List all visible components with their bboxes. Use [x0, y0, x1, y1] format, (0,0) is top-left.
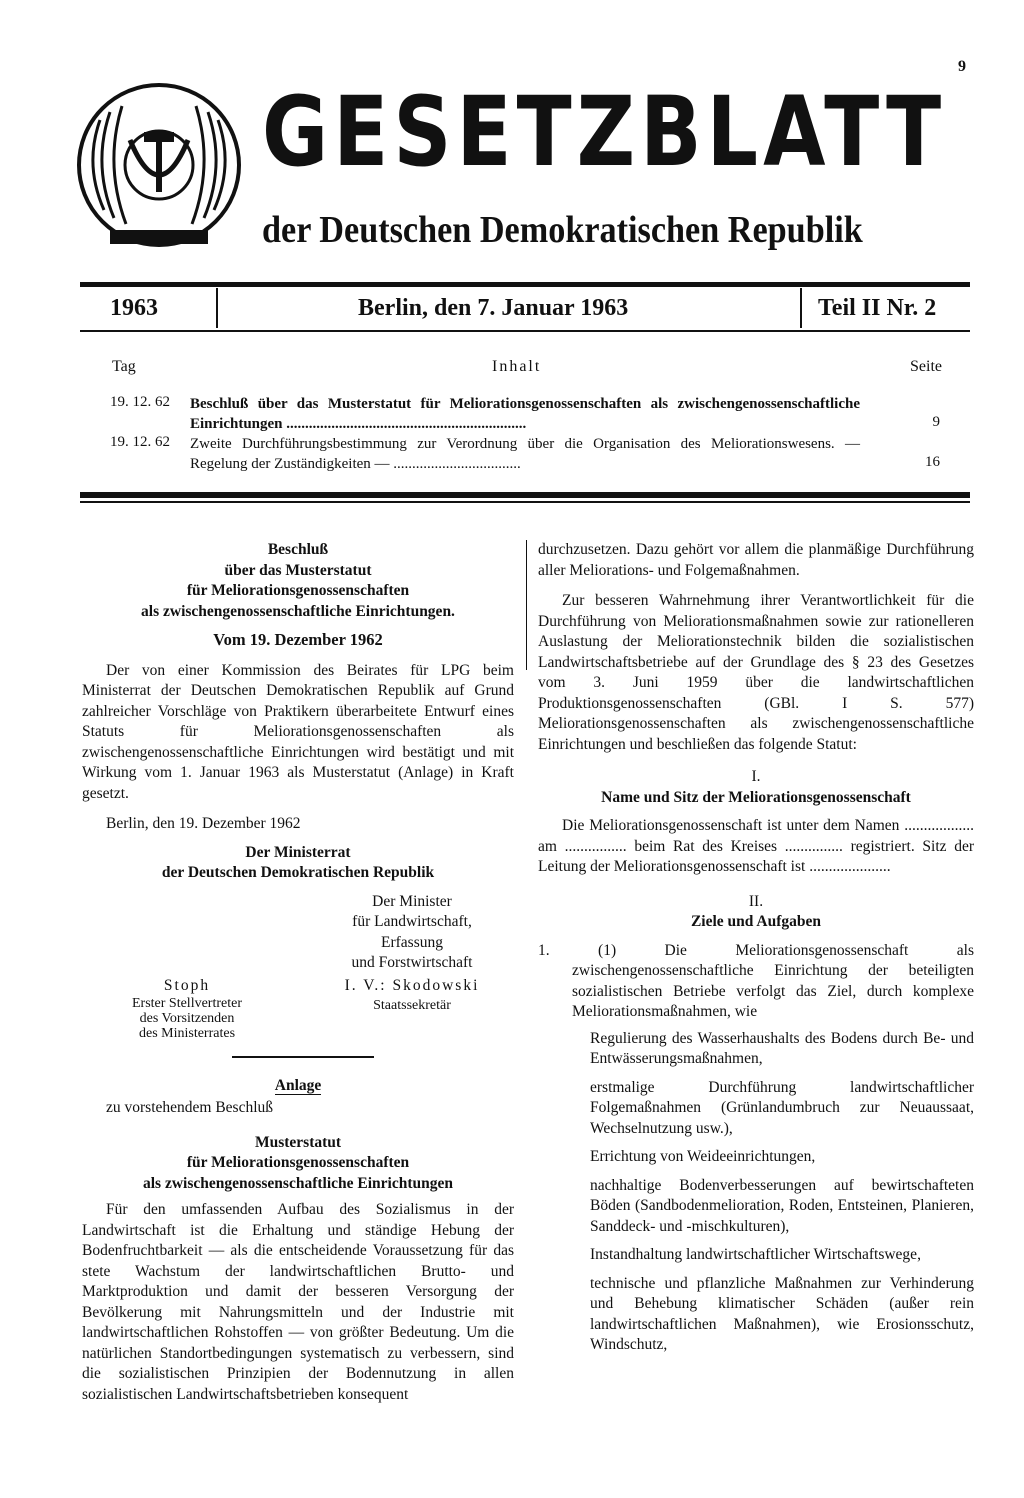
toc-entry-date: 19. 12. 62 — [110, 434, 170, 450]
resolution-body: Der von einer Kommission des Beirates für LPG beim Ministerrat der Deutschen Demokratischen Republik auf Grund zahlreicher Vorschläge von Praktikern überarbeitete Entwurf eines Statuts für Meliorationsgenossenschaften als zwischengenossenschaftliche Einrichtungen wird bestätigt und mit Wirkung vom 1. Januar 1963 als Musterstatut (Anlage) in Kraft gesetzt. — [82, 661, 514, 802]
gazette-title: GESETZBLATT — [262, 76, 947, 188]
toc-rule — [80, 492, 970, 498]
issue-bar — [80, 288, 970, 332]
statute-preamble: Für den umfassenden Aufbau des Sozialismus in der Landwirtschaft ist die Erhaltung und ständige Hebung der Bodenfruchtbarkeit — als die entscheidende Voraussetzung für das stete Wachstum der landwirtschaftlichen Brutto- und Marktproduktion und damit der besseren Versorgung der Bevölkerung mit Nahrungsmitteln und der Industrie mit landwirtschaftlichen Rohstoffen — von größter Bedeutung. Um die natürlichen Standortbedingungen systematisch zu verbessern, sind die sozialistischen Prinzipien der Bodennutzung in allen sozialistischen Landwirtschaftsbetrieben konsequent — [82, 1201, 514, 1403]
toc-entry-date: 19. 12. 62 — [110, 394, 170, 410]
gazette-subtitle: der Deutschen Demokratischen Republik — [262, 209, 863, 251]
place-date: Berlin, den 19. Dezember 1962 — [106, 815, 301, 832]
section-1-body: Die Meliorationsgenossenschaft ist unter dem Namen .................. am ................ beim Rat des Kreises ............... registriert. Sitz der Leitung der Meliorationsgenossenschaft ist ..................... — [538, 817, 974, 875]
resolution-heading: Beschluß über das Musterstatut für Meliorationsgenossenschaften als zwischengenossenschaftliche Einrichtungen. — [141, 541, 455, 620]
state-emblem-icon — [70, 80, 248, 250]
toc-col-page: Seite — [910, 358, 942, 375]
toc-entry-page: 16 — [925, 454, 940, 470]
list-item: Errichtung von Weideeinrichtungen, — [590, 1148, 816, 1165]
list-item: technische und pflanzliche Maßnahmen zur Verhinderung und Behebung klimatischer Schäden (außer rein landwirtschaftlichen Maßnahmen), wie Erosionsschutz, Windschutz, — [590, 1274, 974, 1353]
minister-title: Der Minister für Landwirtschaft, Erfassung und Forstwirtschaft — [351, 892, 473, 971]
column-divider — [526, 540, 527, 670]
section-2-item-1: 1. (1) Die Meliorationsgenossenschaft als zwischengenossenschaftliche Einrichtung der beteiligten sozialistischen Betriebe verfolgt das Ziel, durch komplexe Meliorationsmaßnahmen, wie — [538, 941, 974, 1020]
issue-part: Teil II Nr. 2 — [818, 295, 937, 321]
signatory-skodowski-role: Staatssekretär — [373, 997, 451, 1013]
toc-col-content: Inhalt — [492, 358, 542, 375]
section-2-title: Ziele und Aufgaben — [690, 913, 822, 930]
header-rule — [80, 282, 970, 287]
issue-year: 1963 — [110, 295, 158, 321]
measures-list — [538, 1029, 974, 1356]
section-1-number: I. — [751, 768, 761, 785]
right-column — [538, 540, 974, 1356]
issue-date: Berlin, den 7. Januar 1963 — [358, 295, 629, 321]
signatory-stoph: Stoph — [163, 976, 211, 994]
resolution-date: Vom 19. Dezember 1962 — [213, 630, 383, 649]
toc-entry-page: 9 — [932, 414, 940, 430]
signatory-stoph-role: Erster Stellvertreter des Vorsitzenden des Ministerrates — [131, 995, 242, 1041]
section-2-number: II. — [748, 892, 764, 910]
list-item: Instandhaltung landwirtschaftlicher Wirtschaftswege, — [590, 1246, 921, 1263]
signature-block — [82, 884, 514, 1041]
signature-rule — [232, 1056, 374, 1058]
toc-entry-title: Zweite Durchführungsbestimmung zur Verordnung über die Organisation des Meliorationswesens. — Regelung der Zuständigkeiten — .................................. — [190, 436, 860, 472]
page-number: 9 — [958, 58, 966, 75]
issuing-authority: Der Ministerrat der Deutschen Demokratischen Republik — [161, 843, 435, 881]
list-item: erstmalige Durchführung landwirtschaftlicher Folgemaßnahmen (Grünlandumbruch zur Neuaussaat, Wechselnutzung usw.), — [590, 1078, 974, 1137]
toc-col-day: Tag — [112, 358, 136, 375]
list-item: nachhaltige Bodenverbesserungen auf bewirtschafteten Böden (Sandbodenmelioration, Roden, Entsteinen, Planieren, Sanddeck- und -mischkulturen), — [590, 1176, 974, 1235]
annex-label: Anlage — [274, 1076, 322, 1094]
left-column — [82, 540, 514, 1405]
list-item: Regulierung des Wasserhaushalts des Bodens durch Be- und Entwässerungsmaßnahmen, — [590, 1029, 974, 1067]
issue-rule — [80, 330, 970, 332]
section-1-title: Name und Sitz der Meliorationsgenossenschaft — [601, 788, 911, 806]
statute-heading: Musterstatut für Meliorationsgenossenschaften als zwischengenossenschaftliche Einrichtungen — [142, 1133, 453, 1192]
preamble-paragraph: Zur besseren Wahrnehmung ihrer Verantwortlichkeit für die Durchführung von Meliorationsmaßnahmen sowie zur rationelleren Auslastung der Meliorationstechnik bilden die sozialistischen Landwirtschaftsbetriebe auf der Grundlage des § 23 des Gesetzes vom 3. Juni 1959 über die landwirtschaftlichen Produktionsgenossenschaften (GBl. I S. 577) Meliorationsgenossenschaften als zwischengenossenschaftliche Einrichtungen und beschließen das folgende Statut: — [538, 592, 974, 753]
signatory-skodowski: I. V.: Skodowski — [344, 976, 480, 994]
toc-entry-title: Beschluß über das Musterstatut für Meliorationsgenossenschaften als zwischengenossenschaftliche Einrichtungen ................................................................ — [190, 396, 860, 432]
annex-subtitle: zu vorstehendem Beschluß — [106, 1099, 274, 1116]
preamble-continued: durchzusetzen. Dazu gehört vor allem die planmäßige Durchführung aller Meliorations- und Folgemaßnahmen. — [538, 541, 974, 579]
